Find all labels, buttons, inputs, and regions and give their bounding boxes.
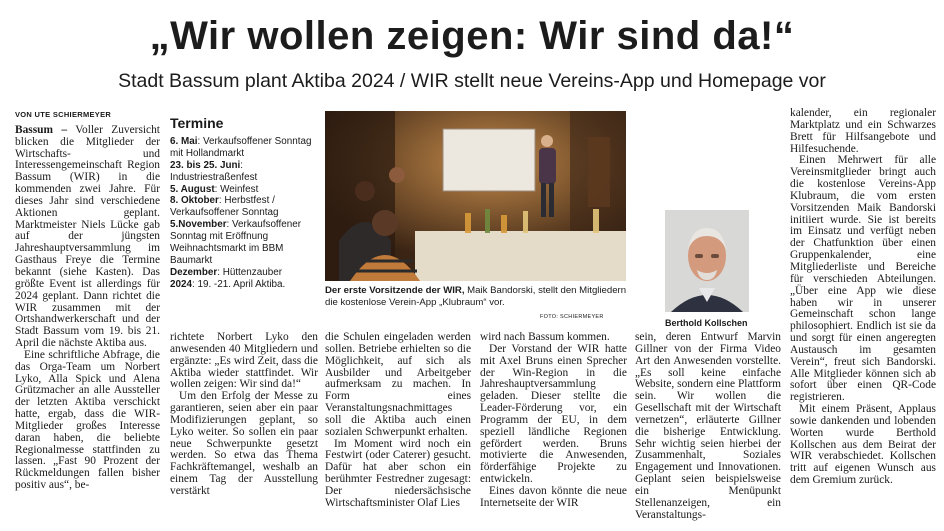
termine-date: 23. bis 25. Juni [170,159,241,171]
byline: VON UTE SCHIERMEYER [15,110,112,119]
article-paragraph: richtete Norbert Lyko den anwesenden 40 Mitgliedern und ergänzte: „Es wird Zeit, dass die Aktiba wieder stattfindet. Wir wollen zeigen: Wir sind da!“ [170,331,318,391]
article-column-4 [480,332,627,510]
termine-date: 2024 [170,278,192,290]
article-paragraph: Mit einem Präsent, Applaus sowie dankenden und lobenden Worten wurde Berthold Kollschen aus dem Beirat der WIR verabschiedet. Kollschen tritt auf eigenen Wunsch aus dem Gremium zurück. [790,403,936,487]
article-paragraph: sein, deren Entwurf Marvin Gillner von der Firma Video Art den Anwesenden vorstellte. „Es soll keine einfache Website, sondern eine Plattform sein. Wir wollen die Gesellschaft mit der Wirtschaft vernetzen“, erläuterte Gillner die bisherige Entwicklung. Sehr wichtig seien hierbei der Zusammenhalt, Soziales Engagement und Innovationen. Geplant seien beispielsweise ein Menüpunkt Stellenanzeigen, ein Veranstaltungs- [635,331,781,521]
portrait-photo [665,210,749,312]
article-paragraph: wird nach Bassum kommen. [480,331,610,343]
article-column-6 [790,108,936,487]
termine-entry [170,219,318,267]
termine-date: 6. Mai [170,135,198,147]
article-paragraph: Im Moment wird noch ein Festwirt (oder Caterer) gesucht. Dafür hat aber schon ein berühmter Festredner zugesagt: Der niedersächsische Wirtschaftsminister Olaf Lies [325,437,471,509]
headline: „Wir wollen zeigen: Wir sind da!“ [149,14,795,58]
article-column-2 [170,332,318,498]
termine-text: : Verkaufsoffener Sonntag mit Hollandmarkt [170,135,312,159]
termine-text: : Verkaufsoffener Sonntag mit Eröffnung Weihnachtsmarkt im BBM Baumarkt [170,219,302,266]
article-column-1 [15,109,160,492]
caption-text: Maik Bandorski, stellt den Mitgliedern die kostenlose Verein-App „Klubraum“ vor. [325,285,627,308]
lead-place: Bassum – [15,123,68,136]
termine-text: : Herbstfest / Verkaufsoffener Sonntag [170,195,279,219]
termine-text: : Hüttenzauber [217,266,282,278]
article-paragraph: die Schulen eingeladen werden sollen. Betriebe erhielten so die Möglichkeit, auf sich als Ausbilder und Arbeitgeber aufmerksam zu machen. In Form eines Veranstaltungsnachmittages soll die Aktiba auch einen sozialen Schwerpunkt erhalten. [325,331,471,438]
termine-entry [170,195,318,219]
termine-text: : 19. -21. April Aktiba. [191,278,286,290]
termine-entry [170,267,318,279]
article-column-3 [325,332,471,510]
article-paragraph: kalender, ein regionaler Marktplatz und ein Schwarzes Brett für Hilfsangebote und Hilfesuchende. [790,107,936,155]
article-paragraph: Eines davon könnte die neue Internetseite der WIR [480,484,627,509]
termine-date: Dezember [170,266,218,278]
termine-date: 5.November [170,219,227,231]
article-paragraph [15,125,160,350]
termine-entry [170,160,318,184]
termine-text: : Industriestraßenfest [170,159,258,183]
termine-entry [170,184,318,196]
event-photo [325,111,626,281]
event-photo-illustration [325,111,626,281]
article-paragraph: Der Vorstand der WIR hatte mit Axel Bruns einen Sprecher der Win-Region in die Jahreshauptversammlung geladen. Dieser stellte die Leader-Förderung vor, ein Programm der EU, in dem speziell ländliche Regionen gefördert werden. Bruns motivierte die Anwesenden, förderfähige Projekte zu entwickeln. [480,342,627,486]
termine-entry [170,136,318,160]
photo-credit: FOTO: SCHIERMEYER [540,314,604,320]
article-paragraph: Eine schriftliche Abfrage, die das Orga-Team um Norbert Lyko, Alla Spick und Alena Grützmacher an alle Aussteller der letzten Aktiba verschickt hatte, ergab, dass die WIR-Mitglieder großes Interesse daran haben, die beliebte Regionalmesse stattfinden zu lassen. „Fast 90 Prozent der Rückmeldungen fallen bisher positiv aus“, be- [15,348,160,492]
termine-date: 8. Oktober [170,195,219,207]
portrait-caption: Berthold Kollschen [665,318,748,328]
termine-text: : Weinfest [214,183,259,195]
termine-entry [170,279,318,291]
termine-title: Termine [170,115,224,131]
caption-bold: Der erste Vorsitzende der WIR, [325,285,465,296]
termine-date: 5. August [170,183,215,195]
subheadline: Stadt Bassum plant Aktiba 2024 / WIR stellt neue Vereins-App und Homepage vor [118,70,826,92]
photo-caption [325,285,630,309]
portrait-illustration [665,210,749,312]
article-paragraph: Um den Erfolg der Messe zu garantieren, seien aber ein paar Modifizierungen geplant, so Lyko weiter. So sollen ein paar neue Schwerpunkte gesetzt werden. So etwa das Thema Fachkräftemangel, weshalb an einem Tag der Ausstellung verstärkt [170,390,318,497]
article-paragraph: Einen Mehrwert für alle Vereinsmitglieder bringt auch die kostenlose Vereins-App Klubraum, die vom ersten Vorsitzenden Maik Bandorski initiiert wurde. Sie ist bereits im Einsatz und verfügt neben der Chatfunktion über einen Gruppenkalender, eine Mitgliederliste und Bereiche für verschieden Abteilungen. „Über eine App wie diese haben wir in unserer Gemeinschaft schon lange philosophiert. Endlich ist sie da und sorgt für einen angeregten Austausch im gesamten Verein“, freut sich Bandorski. Alle Mitglieder können sich ab sofort über einen QR-Code registrieren. [790,154,936,404]
termine-box [170,115,318,291]
paragraph-text: Voller Zuversicht blicken die Mitglieder der Wirtschafts- und Interessengemeinschaft Region Bassum (WIR) in die kommenden zwei Jahre. Für dieses Jahr sind verschiedene Aktionen geplant. Marktmeister Niels Lücke gab auf der jüngsten Jahreshauptversammlung im Gasthaus Freye die Termine bekannt (siehe Kasten). Das größte Event ist allerdings für 2024 geplant. Dann richtet die WIR zusammen mit der Ortshandwerkerschaft und der Stadt Bassum vom 19. bis 21. April die nächste Aktiba aus. [15,123,160,350]
article-column-5 [635,332,781,522]
